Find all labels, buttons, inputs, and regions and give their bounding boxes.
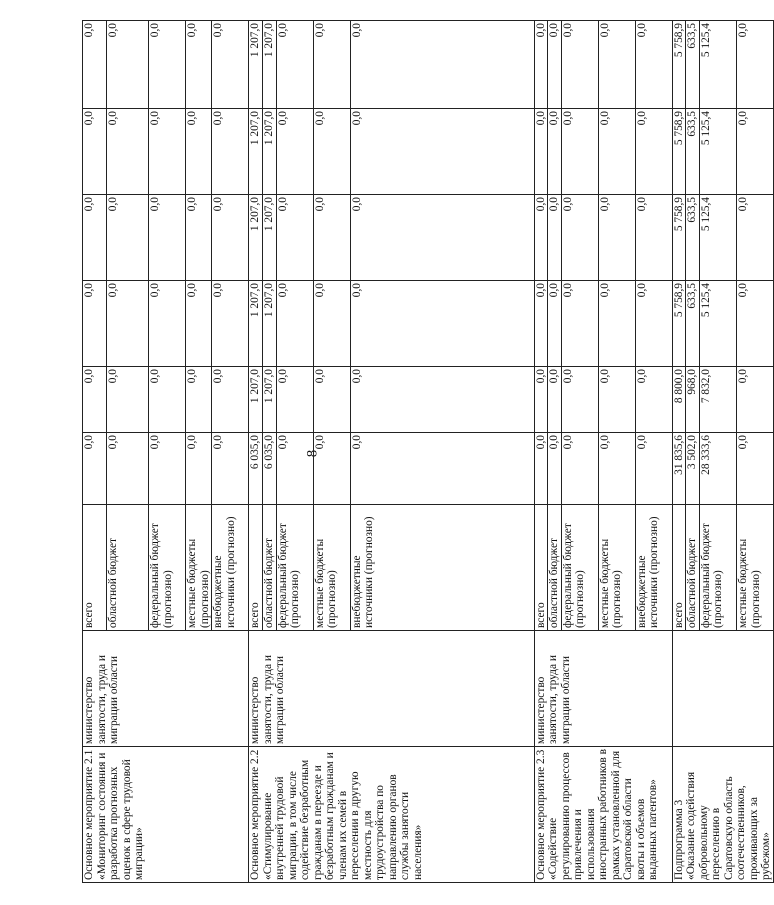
amount-cell: 0,0 <box>149 195 186 281</box>
amount-cell: 0,0 <box>534 21 548 109</box>
amount-cell: 0,0 <box>598 21 635 109</box>
amount-cell: 0,0 <box>149 433 186 505</box>
amount-cell: 0,0 <box>83 195 107 281</box>
amount-cell: 5 758,9 <box>672 109 686 195</box>
funding-source: областной бюджет <box>548 505 562 631</box>
amount-cell: 0,0 <box>350 109 534 195</box>
executor <box>672 631 773 747</box>
funding-source: областной бюджет <box>686 505 700 631</box>
amount-cell: 1 207,0 <box>249 21 263 109</box>
funding-source: областной бюджет <box>107 505 149 631</box>
amount-cell: 0,0 <box>276 109 313 195</box>
amount-cell: 0,0 <box>635 21 672 109</box>
amount-cell: 0,0 <box>598 433 635 505</box>
amount-cell: 0,0 <box>212 21 249 109</box>
amount-cell: 0,0 <box>737 433 773 505</box>
amount-cell: 5 125,4 <box>699 281 736 367</box>
amount-cell: 0,0 <box>561 195 598 281</box>
amount-cell: 0,0 <box>313 281 350 367</box>
executor: министерство занятости, труда и миграции области <box>83 631 249 747</box>
amount-cell: 968,0 <box>686 367 700 433</box>
amount-cell: 0,0 <box>598 109 635 195</box>
amount-cell: 0,0 <box>313 433 350 505</box>
amount-cell: 1 207,0 <box>249 367 263 433</box>
amount-cell: 0,0 <box>548 433 562 505</box>
amount-cell: 0,0 <box>561 281 598 367</box>
amount-cell: 0,0 <box>350 433 534 505</box>
amount-cell: 5 758,9 <box>672 281 686 367</box>
amount-cell: 0,0 <box>534 281 548 367</box>
amount-cell: 0,0 <box>276 21 313 109</box>
amount-cell: 0,0 <box>737 21 773 109</box>
amount-cell: 5 758,9 <box>672 21 686 109</box>
amount-cell: 6 035,0 <box>249 433 263 505</box>
amount-cell: 0,0 <box>635 195 672 281</box>
amount-cell: 0,0 <box>186 433 212 505</box>
amount-cell: 0,0 <box>83 281 107 367</box>
amount-cell: 0,0 <box>350 367 534 433</box>
amount-cell: 5 125,4 <box>699 109 736 195</box>
amount-cell: 0,0 <box>149 367 186 433</box>
amount-cell: 0,0 <box>107 21 149 109</box>
amount-cell: 0,0 <box>83 21 107 109</box>
amount-cell: 633,5 <box>686 109 700 195</box>
amount-cell: 0,0 <box>83 433 107 505</box>
amount-cell: 5 758,9 <box>672 195 686 281</box>
table-row <box>534 21 548 883</box>
amount-cell: 0,0 <box>83 109 107 195</box>
measure-name: Основное мероприятие 2.3 «Содействие регулированию процессов привлечения и использования иностранных работников в рамках установленной для Саратовской области квоты и объемов выданных патентов» <box>534 747 672 883</box>
amount-cell: 633,5 <box>686 195 700 281</box>
funding-source: местные бюджеты (прогнозно) <box>313 505 350 631</box>
amount-cell: 0,0 <box>561 367 598 433</box>
amount-cell: 1 207,0 <box>249 195 263 281</box>
amount-cell: 1 207,0 <box>263 109 277 195</box>
measure-name: Основное мероприятие 2.1 «Мониторинг состояния и разработка прогнозных оценок в сфере трудовой миграции» <box>83 747 249 883</box>
amount-cell: 0,0 <box>149 109 186 195</box>
amount-cell: 0,0 <box>548 21 562 109</box>
funding-source: федеральный бюджет (прогнозно) <box>699 505 736 631</box>
executor: министерство занятости, труда и миграции области <box>534 631 672 747</box>
amount-cell: 0,0 <box>107 367 149 433</box>
table-row <box>672 21 686 883</box>
amount-cell: 0,0 <box>548 195 562 281</box>
amount-cell: 1 207,0 <box>263 281 277 367</box>
amount-cell: 0,0 <box>534 195 548 281</box>
amount-cell: 0,0 <box>107 433 149 505</box>
budget-table <box>82 20 774 883</box>
amount-cell: 0,0 <box>598 195 635 281</box>
amount-cell: 0,0 <box>313 109 350 195</box>
funding-source: областной бюджет <box>263 505 277 631</box>
amount-cell: 28 333,6 <box>699 433 736 505</box>
amount-cell: 0,0 <box>149 21 186 109</box>
amount-cell: 6 035,0 <box>263 433 277 505</box>
amount-cell: 0,0 <box>276 195 313 281</box>
funding-source: местные бюджеты (прогнозно) <box>598 505 635 631</box>
amount-cell: 0,0 <box>635 109 672 195</box>
amount-cell: 0,0 <box>186 281 212 367</box>
amount-cell: 0,0 <box>276 433 313 505</box>
amount-cell: 0,0 <box>107 281 149 367</box>
amount-cell: 0,0 <box>212 433 249 505</box>
funding-source: внебюджетные источники (прогнозно) <box>635 505 672 631</box>
amount-cell: 0,0 <box>186 367 212 433</box>
funding-source: местные бюджеты (прогнозно) <box>186 505 212 631</box>
amount-cell: 1 207,0 <box>249 109 263 195</box>
amount-cell: 0,0 <box>350 195 534 281</box>
funding-source: всего <box>83 505 107 631</box>
amount-cell: 0,0 <box>107 109 149 195</box>
funding-source: всего <box>672 505 686 631</box>
amount-cell: 0,0 <box>186 195 212 281</box>
funding-source: всего <box>534 505 548 631</box>
amount-cell: 0,0 <box>561 433 598 505</box>
amount-cell: 633,5 <box>686 281 700 367</box>
amount-cell: 0,0 <box>313 195 350 281</box>
funding-source: федеральный бюджет (прогнозно) <box>276 505 313 631</box>
amount-cell: 1 207,0 <box>263 367 277 433</box>
amount-cell: 0,0 <box>534 433 548 505</box>
measure-name: Основное мероприятие 2.2 «Стимулирование внутренней трудовой миграции, в том числе содействие безработным гражданам в переезде и безработным гражданам и членам их семей в переселении в другую местность для трудоустройства по направлению органов службы занятости населения» <box>249 747 535 883</box>
funding-source: внебюджетные источники (прогнозно) <box>212 505 249 631</box>
funding-source: федеральный бюджет (прогнозно) <box>149 505 186 631</box>
amount-cell: 0,0 <box>350 21 534 109</box>
amount-cell: 0,0 <box>350 281 534 367</box>
amount-cell: 0,0 <box>561 21 598 109</box>
amount-cell: 0,0 <box>276 367 313 433</box>
amount-cell: 633,5 <box>686 21 700 109</box>
amount-cell: 0,0 <box>635 433 672 505</box>
amount-cell: 0,0 <box>212 281 249 367</box>
amount-cell: 0,0 <box>548 367 562 433</box>
amount-cell: 0,0 <box>534 367 548 433</box>
amount-cell: 8 800,0 <box>672 367 686 433</box>
funding-source: федеральный бюджет (прогнозно) <box>561 505 598 631</box>
amount-cell: 0,0 <box>598 367 635 433</box>
table-row <box>249 21 263 883</box>
amount-cell: 0,0 <box>635 367 672 433</box>
amount-cell: 7 832,0 <box>699 367 736 433</box>
executor: министерство занятости, труда и миграции области <box>249 631 535 747</box>
amount-cell: 0,0 <box>107 195 149 281</box>
rotated-page <box>82 21 772 883</box>
amount-cell: 0,0 <box>635 281 672 367</box>
amount-cell: 31 835,6 <box>672 433 686 505</box>
amount-cell: 0,0 <box>737 281 773 367</box>
page-number: 8 <box>304 449 321 458</box>
measure-name: Подпрограмма 3 «Оказание содействия добровольному переселению в Саратовскую область соотечественников, проживающих за рубежом» <box>672 747 773 883</box>
amount-cell: 0,0 <box>313 367 350 433</box>
amount-cell: 0,0 <box>149 281 186 367</box>
amount-cell: 0,0 <box>737 367 773 433</box>
amount-cell: 5 125,4 <box>699 195 736 281</box>
funding-source: внебюджетные источники (прогнозно) <box>350 505 534 631</box>
amount-cell: 3 502,0 <box>686 433 700 505</box>
amount-cell: 0,0 <box>534 109 548 195</box>
amount-cell: 0,0 <box>313 21 350 109</box>
amount-cell: 0,0 <box>737 195 773 281</box>
amount-cell: 0,0 <box>212 367 249 433</box>
amount-cell: 0,0 <box>276 281 313 367</box>
amount-cell: 0,0 <box>548 281 562 367</box>
amount-cell: 0,0 <box>548 109 562 195</box>
amount-cell: 5 125,4 <box>699 21 736 109</box>
amount-cell: 0,0 <box>561 109 598 195</box>
amount-cell: 0,0 <box>186 109 212 195</box>
amount-cell: 0,0 <box>212 195 249 281</box>
amount-cell: 1 207,0 <box>249 281 263 367</box>
table-row <box>83 21 107 883</box>
amount-cell: 0,0 <box>737 109 773 195</box>
amount-cell: 0,0 <box>598 281 635 367</box>
amount-cell: 1 207,0 <box>263 195 277 281</box>
amount-cell: 0,0 <box>83 367 107 433</box>
funding-source: местные бюджеты (прогнозно) <box>737 505 773 631</box>
amount-cell: 1 207,0 <box>263 21 277 109</box>
amount-cell: 0,0 <box>186 21 212 109</box>
funding-source: всего <box>249 505 263 631</box>
amount-cell: 0,0 <box>212 109 249 195</box>
